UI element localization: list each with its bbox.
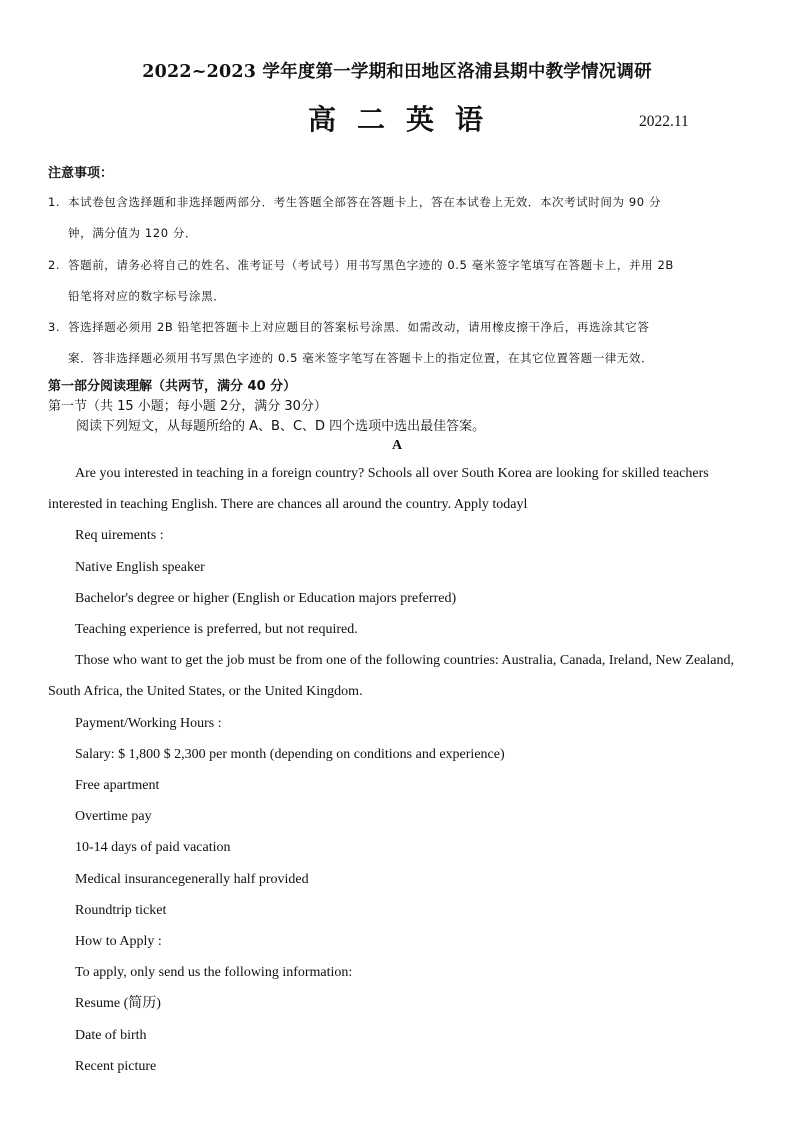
notice-text-continued: 钟，满分值为 120 分． [68,226,198,240]
list-item: Resume (简历) [75,996,161,1012]
list-item: 10-14 days of paid vacation [75,840,231,856]
list-item: Salary: $ 1,800 $ 2,300 per month (depending on conditions and experience) [75,746,505,762]
list-item: Free apartment [75,778,160,794]
exam-date: 2022.11 [639,113,689,130]
passage-label: A [391,438,403,453]
notice-text-continued: 案．答非选择题必须用书写黑色字迹的 0.5 毫米签字笔写在答题卡上的指定位置，在其它位置答题一律无效． [68,351,654,365]
exam-title: 2022~2023 学年度第一学期和田地区洛浦县期中教学情况调研 [142,62,652,82]
list-item: Roundtrip ticket [75,902,167,918]
notice-number: 2. [48,258,61,272]
part-title: 第一部分阅读理解（共两节，满分 40 分） [48,379,297,394]
requirements-heading: Req uirements : [75,528,164,544]
notice-heading: 注意事项： [48,166,114,181]
notice-item-1 [48,187,748,249]
list-item: Teaching experience is preferred, but not required. [75,622,358,638]
list-item: Native English speaker [75,559,205,575]
passage-line: To apply, only send us the following information: [75,965,353,981]
section-title: 第一节（共 15 小题；每小题 2分，满分 30分） [48,399,327,414]
passage-body [48,458,748,1082]
passage-line: Are you interested in teaching in a foreign country? Schools all over South Korea are looking for skilled teachers [75,466,709,481]
list-item: Recent picture [75,1058,157,1074]
notice-item-3 [48,312,748,374]
section-instruction: 阅读下列短文，从每题所给的 A、B、C、D 四个选项中选出最佳答案。 [76,419,486,434]
payment-heading: Payment/Working Hours : [75,715,222,731]
notice-text-continued: 铅笔将对应的数字标号涂黑． [68,289,226,303]
passage-line: South Africa, the United States, or the United Kingdom. [48,684,363,700]
apply-heading: How to Apply : [75,934,162,950]
subject-title: 高二英语 [308,103,505,136]
notice-text: 答题前，请务必将自己的姓名、准考证号（考试号）用书写黑色字迹的 0.5 毫米签字笔填写在答题卡上，并用 2B [68,258,674,272]
list-item: Bachelor's degree or higher (English or Education majors preferred) [75,590,457,606]
notice-number: 1. [48,195,61,209]
passage-line: interested in teaching English. There are chances all around the country. Apply todayl [48,497,528,513]
notice-text: 本试卷包含选择题和非选择题两部分．考生答题全部答在答题卡上，答在本试卷上无效．本次考试时间为 90 分 [68,195,662,209]
notice-number: 3. [48,320,61,334]
notice-text: 答选择题必须用 2B 铅笔把答题卡上对应题目的答案标号涂黑．如需改动，请用橡皮擦干净后，再选涂其它答 [68,320,650,334]
list-item: Date of birth [75,1027,147,1043]
notice-item-2 [48,250,748,312]
list-item: Overtime pay [75,809,152,825]
list-item: Medical insurancegenerally half provided [75,871,309,887]
passage-line: Those who want to get the job must be from one of the following countries: Australia, Canada, Ireland, New Zealand, [75,653,734,669]
